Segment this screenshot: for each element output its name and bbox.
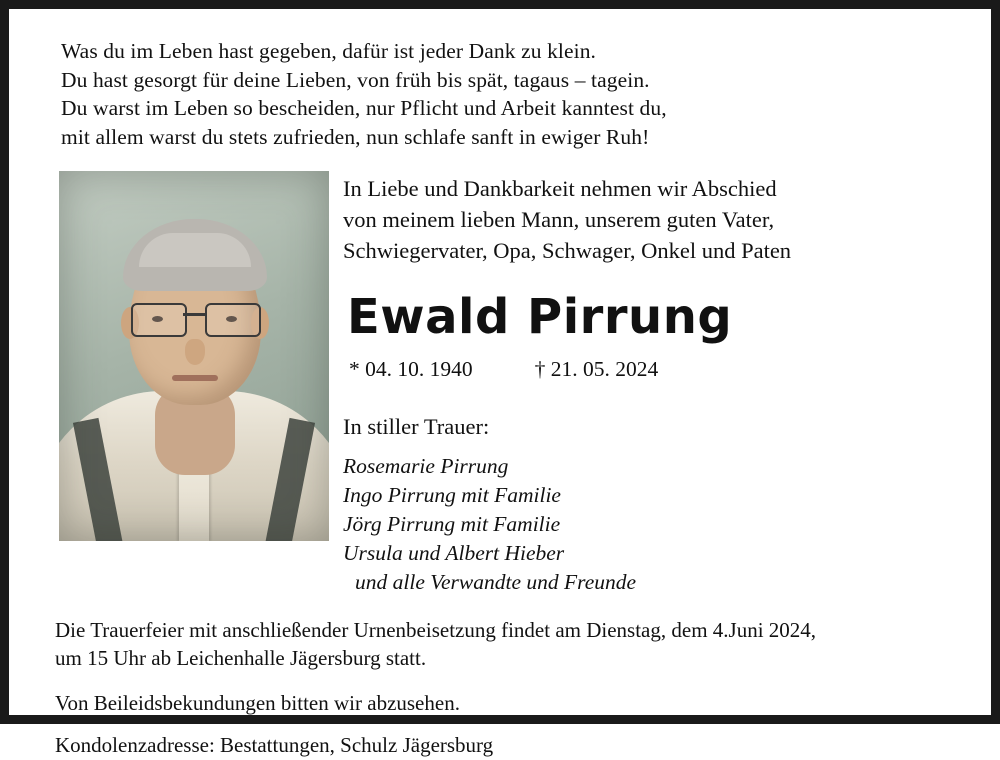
poem-line: mit allem warst du stets zufrieden, nun schlafe sanft in ewiger Ruh! bbox=[61, 124, 650, 149]
mourning-heading: In stiller Trauer: bbox=[343, 413, 490, 439]
death-date: † 21. 05. 2024 bbox=[534, 356, 659, 381]
footer-block bbox=[43, 616, 957, 760]
lead-line: In Liebe und Dankbarkeit nehmen wir Abschied bbox=[343, 176, 777, 202]
poem-block bbox=[61, 37, 957, 151]
birth-date: * 04. 10. 1940 bbox=[349, 356, 473, 381]
main-content bbox=[43, 171, 957, 597]
lead-line: Schwiegervater, Opa, Schwager, Onkel und Paten bbox=[343, 238, 792, 264]
poem-line: Du warst im Leben so bescheiden, nur Pflicht und Arbeit kanntest du, bbox=[61, 96, 667, 121]
photo-vignette bbox=[59, 171, 329, 541]
mourner-name: Ingo Pirrung mit Familie bbox=[343, 482, 561, 507]
life-dates bbox=[349, 357, 957, 382]
lead-line: von meinem lieben Mann, unserem guten Vater, bbox=[343, 207, 775, 233]
mourners-list bbox=[343, 452, 957, 598]
ceremony-line: Die Trauerfeier mit anschließender Urnenbeisetzung findet am Dienstag, dem 4.Juni 2024, bbox=[55, 617, 817, 642]
mourner-name: und alle Verwandte und Freunde bbox=[355, 570, 637, 595]
lead-paragraph bbox=[343, 173, 957, 266]
condolences-note: Von Beileidsbekundungen bitten wir abzusehen. bbox=[55, 690, 460, 715]
poem-line: Du hast gesorgt für deine Lieben, von früh bis spät, tagaus – tagein. bbox=[61, 67, 650, 92]
text-column bbox=[329, 171, 957, 597]
portrait-column bbox=[43, 171, 329, 541]
mourner-name: Rosemarie Pirrung bbox=[343, 453, 509, 478]
mourner-name: Jörg Pirrung mit Familie bbox=[343, 511, 561, 536]
poem-line: Was du im Leben hast gegeben, dafür ist jeder Dank zu klein. bbox=[61, 39, 597, 63]
portrait-photo bbox=[59, 171, 329, 541]
condolence-address: Kondolenzadresse: Bestattungen, Schulz Jägersburg bbox=[55, 733, 494, 758]
mourner-name: Ursula und Albert Hieber bbox=[343, 541, 565, 566]
deceased-name: Ewald Pirrung bbox=[347, 288, 733, 345]
ceremony-line: um 15 Uhr ab Leichenhalle Jägersburg statt. bbox=[55, 646, 427, 671]
